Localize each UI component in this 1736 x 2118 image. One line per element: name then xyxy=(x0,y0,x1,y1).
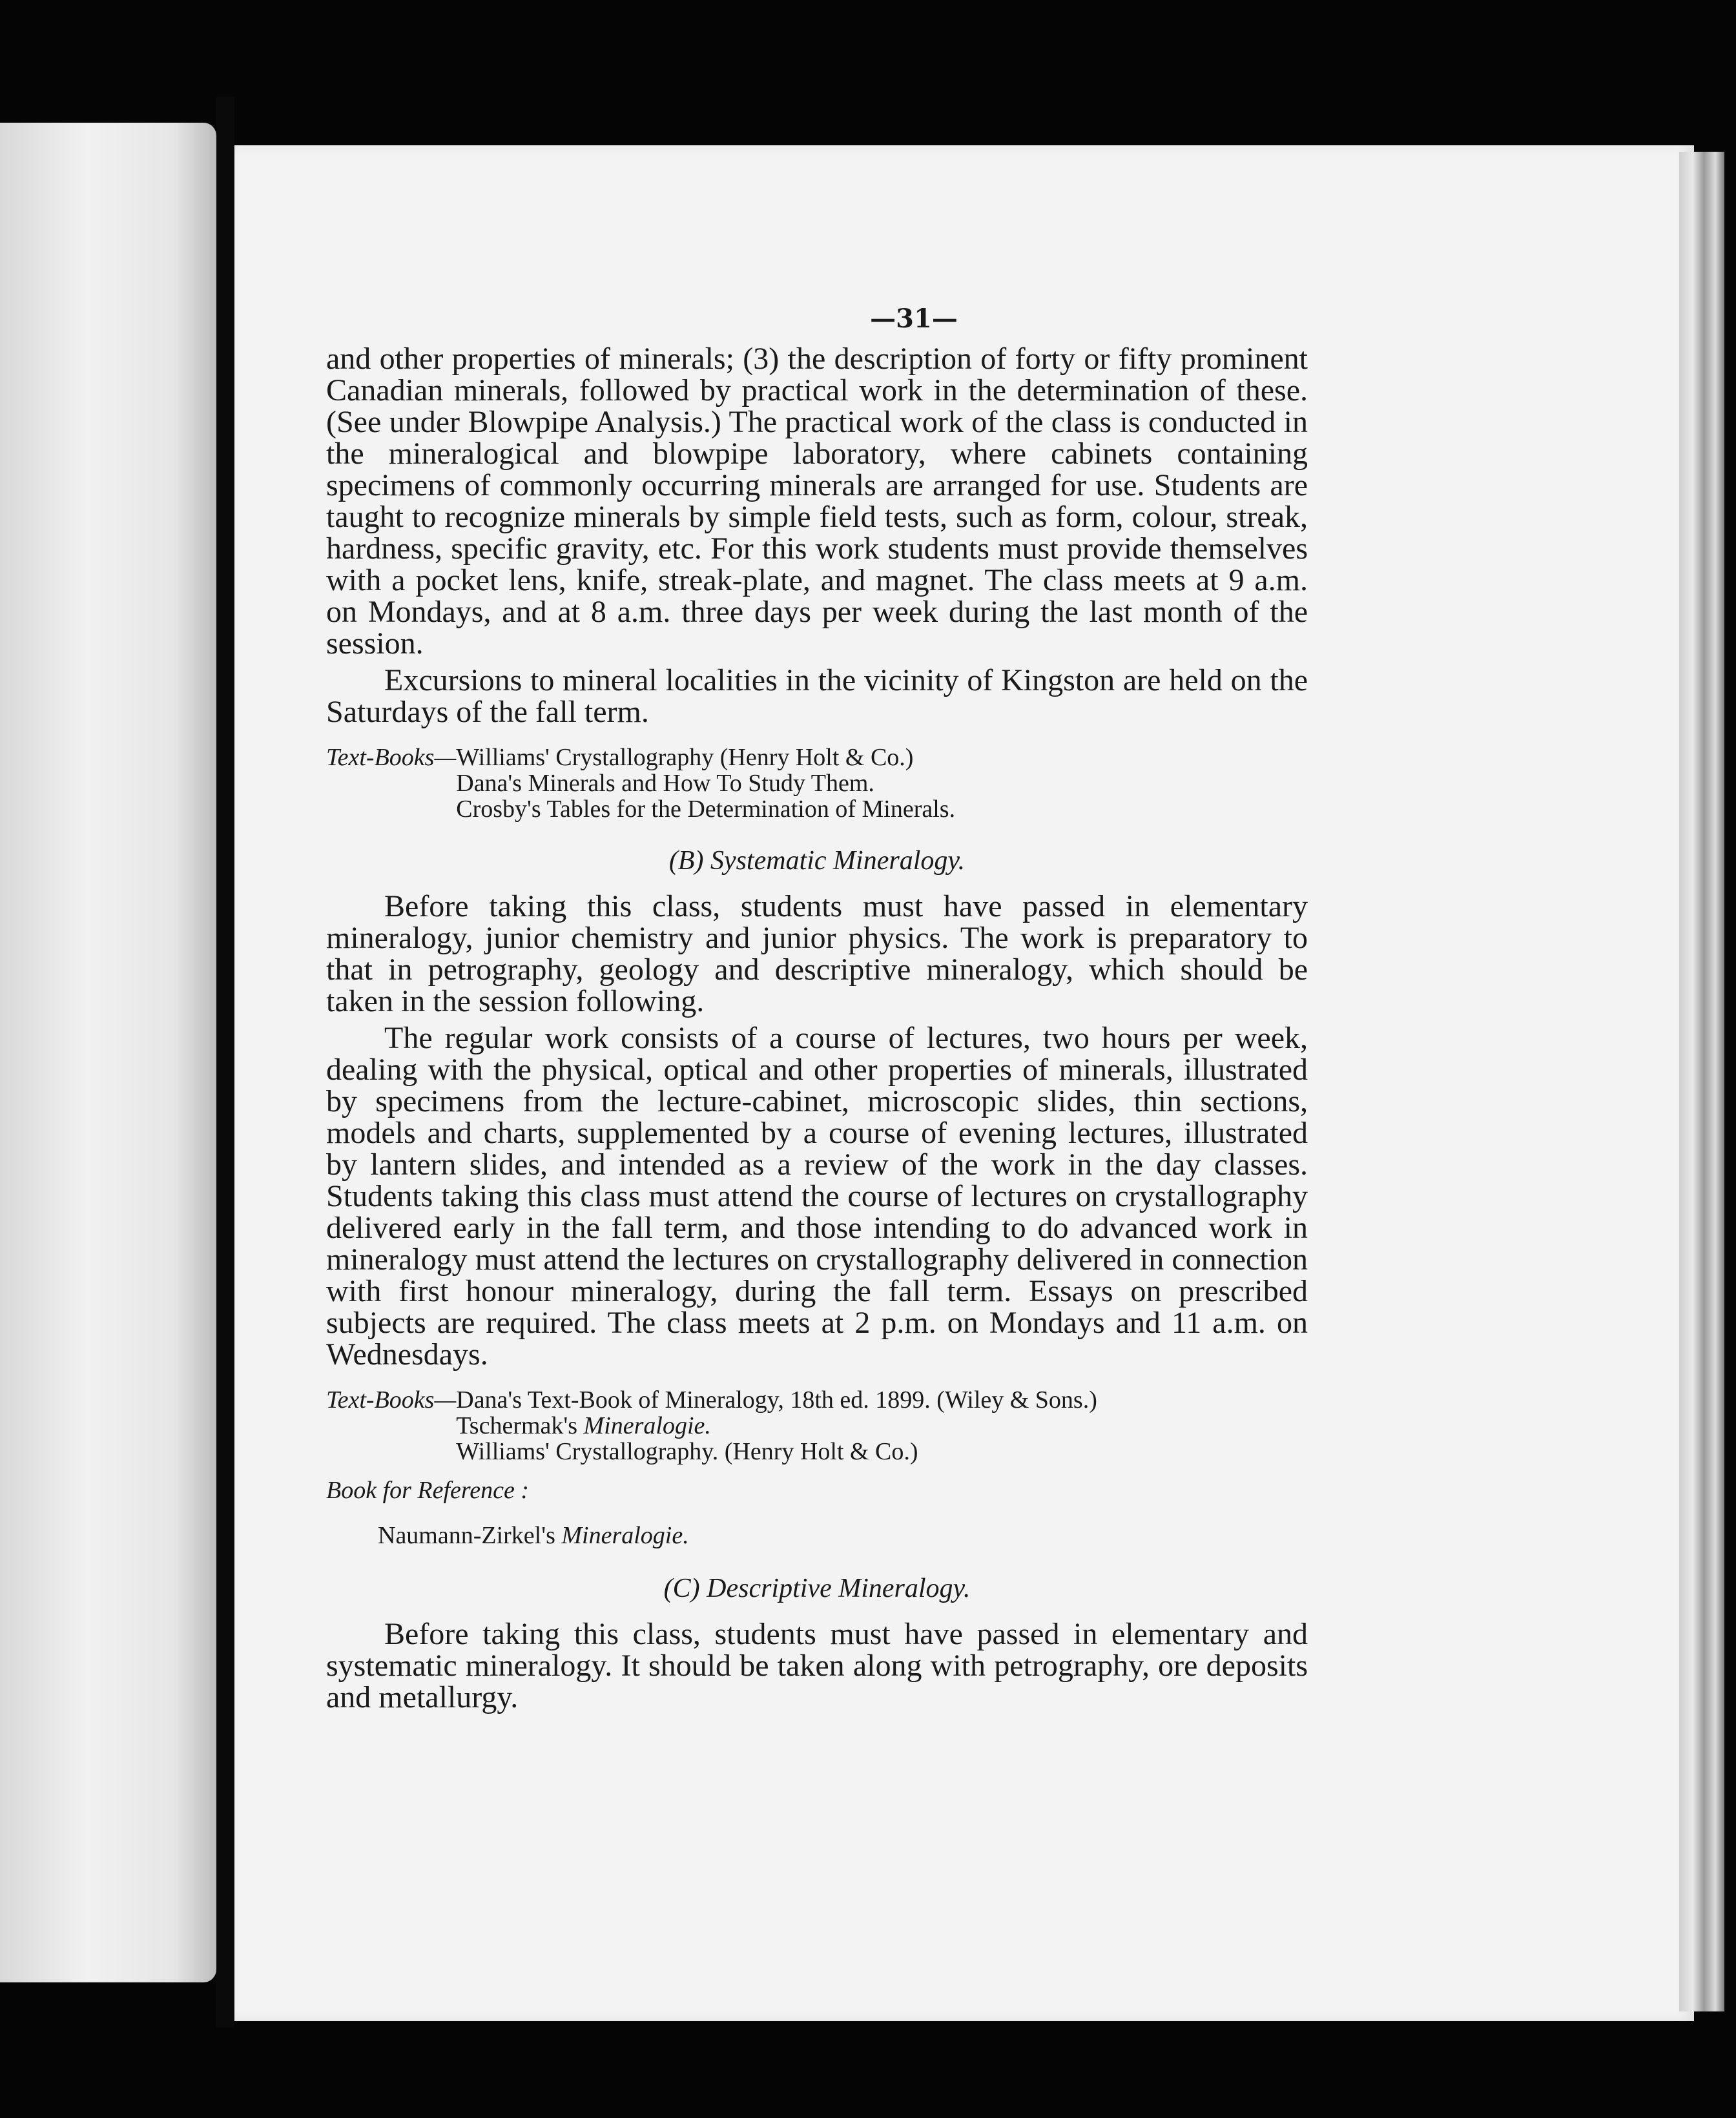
section-heading-c: (C) Descriptive Mineralogy. xyxy=(663,1574,971,1603)
textbook-item: Tschermak's Mineralogie. xyxy=(456,1412,711,1439)
section-heading-b: (B) Systematic Mineralogy. xyxy=(668,846,966,876)
page-number: —31— xyxy=(870,303,958,334)
reference-lead: Book for Reference : xyxy=(326,1477,530,1504)
textbooks-list-b xyxy=(326,1387,1308,1465)
section-c-paragraph: Before taking this class, students must have passed in elementary and systematic mineralogy. It should be taken along with petrography, ore deposits and metallurgy. xyxy=(326,1617,1308,1714)
previous-page-edge xyxy=(0,123,216,1982)
textbook-item: Williams' Crystallography. (Henry Holt & Co.) xyxy=(456,1438,918,1465)
reference-item: Naumann-Zirkel's Mineralogie. xyxy=(378,1522,689,1549)
page-stack-edge xyxy=(1679,152,1724,2011)
section-b-paragraph-1: Before taking this class, students must have passed in elementary mineralogy, junior chemistry and junior physics. The work is preparatory to that in petrography, geology and descriptive mineralogy, which should be taken in the session following. xyxy=(326,889,1308,1018)
section-b-paragraph-2: The regular work consists of a course of lectures, two hours per week, dealing with the physical, optical and other properties of minerals, illustrated by specimens from the lecture-cabinet, microscopic slides, thin sections, models and charts, supplemented by a course of evening lectures, illustrated by lantern slides, and intended as a review of the work in the day classes. Students taking this class must attend the course of lectures on crystallography delivered early in the fall term, and those intending to do advanced work in mineralogy must attend the lectures on crystallography delivered in connection with first honour mineralogy, during the fall term. Essays on prescribed subjects are required. The class meets at 2 p.m. on Mondays and 11 a.m. on Wednesdays. xyxy=(326,1021,1308,1372)
textbook-item: Williams' Crystallography (Henry Holt & Co.) xyxy=(456,744,914,771)
textbook-item: Dana's Minerals and How To Study Them. xyxy=(456,770,874,797)
textbook-item: Dana's Text-Book of Mineralogy, 18th ed. 1899. (Wiley & Sons.) xyxy=(456,1386,1097,1414)
page-content xyxy=(326,303,1308,1713)
book-spine xyxy=(216,97,234,2028)
textbook-item: Crosby's Tables for the Determination of Minerals. xyxy=(456,796,956,823)
intro-paragraph-1: and other properties of minerals; (3) the description of forty or fifty prominent Canadian minerals, followed by practical work in the determination of these. (See under Blowpipe Analysis.) The practical work of the class is conducted in the mineralogical and blowpipe laboratory, where cabinets containing specimens of commonly occurring minerals are arranged for use. Students are taught to recognize minerals by simple field tests, such as form, colour, streak, hardness, specific gravity, etc. For this work students must provide themselves with a pocket lens, knife, streak-plate, and magnet. The class meets at 9 a.m. on Mondays, and at 8 a.m. three days per week during the last month of the session. xyxy=(326,342,1308,661)
textbooks-list-a xyxy=(326,745,1308,822)
intro-paragraph-2: Excursions to mineral localities in the vicinity of Kingston are held on the Saturdays of the fall term. xyxy=(326,663,1308,729)
textbooks-lead: Text-Books— xyxy=(326,1386,457,1414)
textbooks-lead: Text-Books— xyxy=(326,744,457,771)
